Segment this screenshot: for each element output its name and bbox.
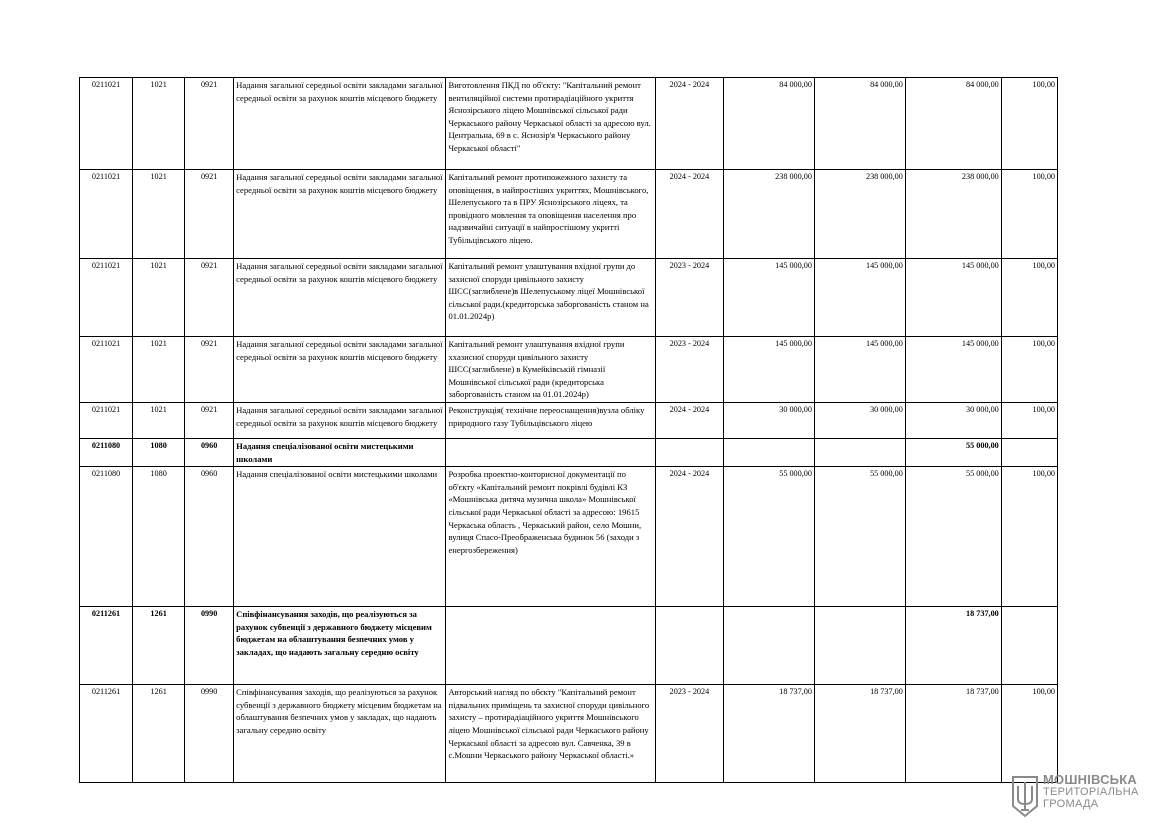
program-name-cell: Надання спеціалізованої освіти мистецькими школами bbox=[234, 438, 446, 466]
watermark-line2: ТЕРИТОРІАЛЬНА bbox=[1043, 786, 1139, 798]
code-program-cell: 0211080 bbox=[80, 438, 133, 466]
code-tpkvk-cell: 1261 bbox=[133, 685, 185, 783]
code-tpkvk-cell: 1021 bbox=[133, 402, 185, 438]
total-cost-cell: 18 737,00 bbox=[724, 685, 815, 783]
table-row bbox=[80, 170, 1058, 259]
table-row bbox=[80, 685, 1058, 783]
trident-icon bbox=[1010, 774, 1040, 818]
code-fkvk-cell: 0921 bbox=[185, 78, 234, 170]
readiness-cell: 100,00 bbox=[1001, 685, 1057, 783]
code-fkvk-cell: 0990 bbox=[185, 607, 234, 685]
total-cost-cell: 30 000,00 bbox=[724, 402, 815, 438]
program-name-cell: Надання загальної середньої освіти закладами загальної середньої освіти за рахунок коштів місцевого бюджету bbox=[234, 259, 446, 337]
total-cost-cell bbox=[724, 438, 815, 466]
code-fkvk-cell: 0921 bbox=[185, 259, 234, 337]
table-row bbox=[80, 402, 1058, 438]
program-name-cell: Надання загальної середньої освіти закладами загальної середньої освіти за рахунок коштів місцевого бюджету bbox=[234, 170, 446, 259]
estimated-cost-cell: 145 000,00 bbox=[814, 259, 905, 337]
code-fkvk-cell: 0921 bbox=[185, 170, 234, 259]
plan-amount-cell: 55 000,00 bbox=[905, 438, 1001, 466]
plan-amount-cell: 18 737,00 bbox=[905, 607, 1001, 685]
period-cell bbox=[655, 607, 723, 685]
readiness-cell: 100,00 bbox=[1001, 259, 1057, 337]
total-cost-cell bbox=[724, 607, 815, 685]
plan-amount-cell: 238 000,00 bbox=[905, 170, 1001, 259]
code-tpkvk-cell: 1021 bbox=[133, 337, 185, 403]
plan-amount-cell: 145 000,00 bbox=[905, 337, 1001, 403]
estimated-cost-cell: 30 000,00 bbox=[814, 402, 905, 438]
program-summary-row bbox=[80, 438, 1058, 466]
total-cost-cell: 84 000,00 bbox=[724, 78, 815, 170]
readiness-cell: 100,00 bbox=[1001, 467, 1057, 607]
code-tpkvk-cell: 1080 bbox=[133, 467, 185, 607]
table-row bbox=[80, 259, 1058, 337]
readiness-cell: 100,00 bbox=[1001, 170, 1057, 259]
code-program-cell: 0211080 bbox=[80, 467, 133, 607]
object-description-cell: Капітальний ремонт улаштування вхідної групи ххазисної споруди цивільного захисту ШСС(заглиблене) в Кумейківській гімназії Мошнівської сільської ради (кредиторська заборгованість станом на 01.01.2024р) bbox=[446, 337, 655, 403]
object-description-cell: Реконструкція( технічне переоснащення)вузла обліку природного газу Тубільцівського ліцею bbox=[446, 402, 655, 438]
watermark-line3: ГРОМАДА bbox=[1043, 798, 1099, 810]
code-fkvk-cell: 0960 bbox=[185, 467, 234, 607]
table-row bbox=[80, 337, 1058, 403]
total-cost-cell: 238 000,00 bbox=[724, 170, 815, 259]
object-description-cell bbox=[446, 438, 655, 466]
readiness-cell: 100,00 bbox=[1001, 337, 1057, 403]
code-tpkvk-cell: 1021 bbox=[133, 78, 185, 170]
total-cost-cell: 55 000,00 bbox=[724, 467, 815, 607]
program-name-cell: Надання загальної середньої освіти закладами загальної середньої освіти за рахунок коштів місцевого бюджету bbox=[234, 337, 446, 403]
object-description-cell bbox=[446, 607, 655, 685]
code-program-cell: 0211021 bbox=[80, 402, 133, 438]
code-program-cell: 0211261 bbox=[80, 607, 133, 685]
total-cost-cell: 145 000,00 bbox=[724, 337, 815, 403]
program-summary-row bbox=[80, 607, 1058, 685]
estimated-cost-cell: 55 000,00 bbox=[814, 467, 905, 607]
object-description-cell: Виготовлення ПКД по об'єкту: "Капітальний ремонт вентиляційної системи протирадіаційного укриття Яснозірського ліцею Мошнівської сільської ради Черкаського району Черкаської області за адресою вул. Центральна, 69 в с. Яснозір'я Черкаського району Черкаської області" bbox=[446, 78, 655, 170]
investment-projects-table bbox=[79, 77, 1058, 783]
object-description-cell: Розробка проектно-конторисної документації по об'єкту «Капітальний ремонт покрівлі будівлі КЗ «Мошнівська дитяча музична школа» Мошнівської сільської ради Черкаської області за адресою: 19615 Черкаська область , Черкаський район, село Мошни, вулиця Спасо-Преображенська будинок 56 (заходи з енергозбереження) bbox=[446, 467, 655, 607]
table-row bbox=[80, 467, 1058, 607]
readiness-cell: 100,00 bbox=[1001, 402, 1057, 438]
readiness-cell bbox=[1001, 607, 1057, 685]
object-description-cell: Капітальний ремонт улаштування вхідної групи до захисної споруди цивільного захисту ШСС(заглиблене)в Шелепуському ліцеї Мошнівської сільської ради.(кредиторська заборгованість станом на 01.01.2024р) bbox=[446, 259, 655, 337]
code-fkvk-cell: 0921 bbox=[185, 402, 234, 438]
plan-amount-cell: 18 737,00 bbox=[905, 685, 1001, 783]
estimated-cost-cell: 145 000,00 bbox=[814, 337, 905, 403]
code-fkvk-cell: 0960 bbox=[185, 438, 234, 466]
readiness-cell bbox=[1001, 438, 1057, 466]
code-program-cell: 0211021 bbox=[80, 337, 133, 403]
code-program-cell: 0211021 bbox=[80, 170, 133, 259]
code-tpkvk-cell: 1021 bbox=[133, 170, 185, 259]
readiness-cell: 100,00 bbox=[1001, 78, 1057, 170]
code-tpkvk-cell: 1080 bbox=[133, 438, 185, 466]
code-program-cell: 0211261 bbox=[80, 685, 133, 783]
code-tpkvk-cell: 1021 bbox=[133, 259, 185, 337]
period-cell: 2024 - 2024 bbox=[655, 402, 723, 438]
object-description-cell: Авторський нагляд по обєкту "Капітальний ремонт підвальних приміщень та захисної споруди цивільного захисту – протирадіаційного укриття Мошнівського ліцею Мошнівської сільської ради Черкаського району Черкаської області за адресою вул. Савченка, 39 в с.Мошни Черкаського району Черкаської області.» bbox=[446, 685, 655, 783]
community-watermark bbox=[1010, 772, 1169, 822]
program-name-cell: Співфінансування заходів, що реалізуються за рахунок субвенції з державного бюджету місцевим бюджетам на облаштування безпечних умов у закладах, що надають загальну середню освіту bbox=[234, 607, 446, 685]
estimated-cost-cell: 84 000,00 bbox=[814, 78, 905, 170]
period-cell: 2024 - 2024 bbox=[655, 467, 723, 607]
code-fkvk-cell: 0990 bbox=[185, 685, 234, 783]
plan-amount-cell: 30 000,00 bbox=[905, 402, 1001, 438]
period-cell: 2024 - 2024 bbox=[655, 170, 723, 259]
watermark-line1: МОШНІВСЬКА bbox=[1043, 772, 1137, 787]
code-tpkvk-cell: 1261 bbox=[133, 607, 185, 685]
period-cell: 2023 - 2024 bbox=[655, 685, 723, 783]
code-fkvk-cell: 0921 bbox=[185, 337, 234, 403]
period-cell bbox=[655, 438, 723, 466]
program-name-cell: Надання загальної середньої освіти закладами загальної середньої освіти за рахунок коштів місцевого бюджету bbox=[234, 78, 446, 170]
total-cost-cell: 145 000,00 bbox=[724, 259, 815, 337]
period-cell: 2023 - 2024 bbox=[655, 337, 723, 403]
estimated-cost-cell bbox=[814, 607, 905, 685]
period-cell: 2023 - 2024 bbox=[655, 259, 723, 337]
object-description-cell: Капітальний ремонт протипожежного захисту та оповіщення, в найпростіших укриттях, Мошнівського, Шелепуського та в ПРУ Яснозірського ліцеях, та провідного мовлення та оповіщення населення про надзвичайні ситуації в найпростішому укритті Тубільцівського ліцею. bbox=[446, 170, 655, 259]
plan-amount-cell: 84 000,00 bbox=[905, 78, 1001, 170]
code-program-cell: 0211021 bbox=[80, 78, 133, 170]
program-name-cell: Співфінансування заходів, що реалізуються за рахунок субвенції з державного бюджету місцевим бюджетам на облаштування безпечних умов у закладах, що надають загальну середню освіту bbox=[234, 685, 446, 783]
estimated-cost-cell: 18 737,00 bbox=[814, 685, 905, 783]
program-name-cell: Надання загальної середньої освіти закладами загальної середньої освіти за рахунок коштів місцевого бюджету bbox=[234, 402, 446, 438]
plan-amount-cell: 55 000,00 bbox=[905, 467, 1001, 607]
table-row bbox=[80, 78, 1058, 170]
program-name-cell: Надання спеціалізованої освіти мистецькими школами bbox=[234, 467, 446, 607]
plan-amount-cell: 145 000,00 bbox=[905, 259, 1001, 337]
estimated-cost-cell: 238 000,00 bbox=[814, 170, 905, 259]
period-cell: 2024 - 2024 bbox=[655, 78, 723, 170]
code-program-cell: 0211021 bbox=[80, 259, 133, 337]
estimated-cost-cell bbox=[814, 438, 905, 466]
